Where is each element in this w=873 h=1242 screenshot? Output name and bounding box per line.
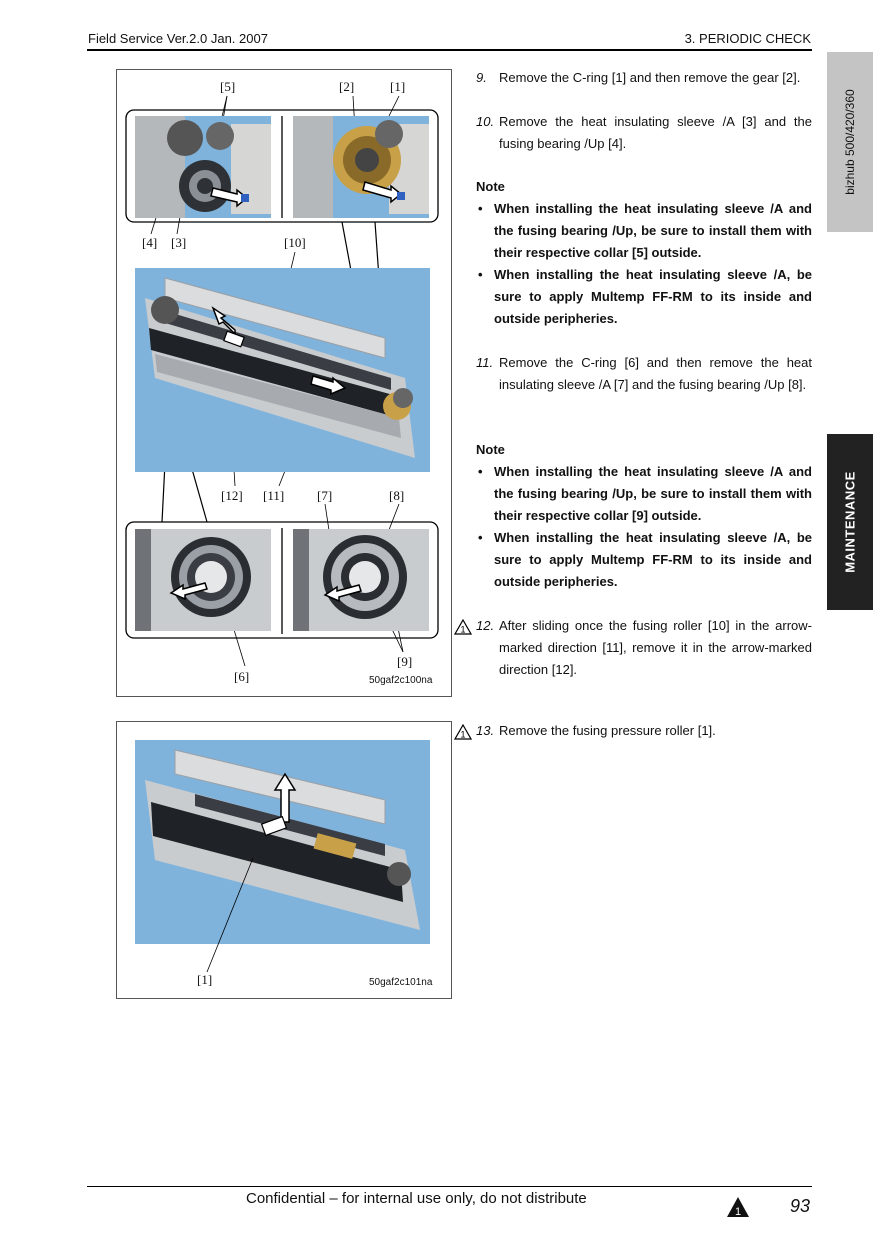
step-10-number: 10. xyxy=(476,114,495,129)
header-title: Field Service Ver.2.0 Jan. 2007 xyxy=(88,31,268,46)
caution-badge-icon xyxy=(726,1196,750,1218)
step-10-text: Remove the heat insulating sleeve /A [3] and the fusing bearing /Up [4]. xyxy=(499,114,812,151)
section-tab xyxy=(827,434,873,610)
caution-badge-number: 1 xyxy=(734,1206,742,1218)
callout-1: [1] xyxy=(197,972,213,987)
note-2-bullet-1-text: When installing the heat insulating sleeve /A and the fusing bearing /Up, be sure to install them with their respective collar [9] outside. xyxy=(494,464,812,523)
note-2-bullet-2-text: When installing the heat insulating sleeve /A, be sure to apply Multemp FF-RM to its inside and outside peripheries. xyxy=(494,530,812,589)
page-number: 93 xyxy=(790,1196,811,1216)
photo-bearing-closeup-left xyxy=(135,529,271,631)
callout-10: [10] xyxy=(284,235,306,250)
photo-gear-closeup-left xyxy=(135,116,271,218)
step-10 xyxy=(476,111,812,155)
model-tab xyxy=(827,52,873,232)
photo-bearing-closeup-right xyxy=(293,529,429,631)
header-rule xyxy=(87,49,812,51)
note-1-bullet-2 xyxy=(478,264,812,330)
note-1-title: Note xyxy=(476,179,505,194)
callout-4: [4] xyxy=(142,235,158,250)
step-9 xyxy=(476,67,812,89)
callout-12: [12] xyxy=(221,488,243,503)
photo-gear-closeup-right xyxy=(293,116,429,218)
callout-1: [1] xyxy=(390,79,406,94)
callout-2: [2] xyxy=(339,79,355,94)
callout-9: [9] xyxy=(397,654,413,669)
warning-icon xyxy=(454,724,472,740)
svg-text:1: 1 xyxy=(460,729,466,740)
footer-rule xyxy=(87,1186,812,1187)
figure-2 xyxy=(116,721,452,999)
svg-text:1: 1 xyxy=(460,624,466,635)
section-tab-label: MAINTENANCE xyxy=(842,471,858,573)
figure-1-id: 50gaf2c100na xyxy=(369,675,433,686)
callout-5: [5] xyxy=(220,79,236,94)
step-12-text: After sliding once the fusing roller [10] in the arrow-marked direction [11], remove it in the arrow-marked direction [12]. xyxy=(499,618,812,677)
bullet-dot: • xyxy=(478,464,483,479)
figure-1 xyxy=(116,69,452,697)
step-13 xyxy=(476,720,812,742)
step-12 xyxy=(476,615,812,681)
bullet-dot: • xyxy=(478,201,483,216)
header-section: 3. PERIODIC CHECK xyxy=(684,31,811,46)
note-1-bullet-1 xyxy=(478,198,812,264)
bullet-dot: • xyxy=(478,530,483,545)
figure-2-id: 50gaf2c101na xyxy=(369,977,433,988)
step-12-number: 12. xyxy=(476,618,495,633)
note-2-bullet-1 xyxy=(478,461,812,527)
note-1-bullet-2-text: When installing the heat insulating sleeve /A, be sure to apply Multemp FF-RM to its inside and outside peripheries. xyxy=(494,267,812,326)
callout-6: [6] xyxy=(234,669,250,684)
figure-2-leaders xyxy=(117,722,451,998)
callout-7: [7] xyxy=(317,488,333,503)
photo-fusing-unit xyxy=(135,268,430,472)
step-11-text: Remove the C-ring [6] and then remove the heat insulating sleeve /A [7] and the fusing bearing /Up [8]. xyxy=(499,355,812,392)
step-13-text: Remove the fusing pressure roller [1]. xyxy=(499,723,716,738)
footer-confidential: Confidential – for internal use only, do not distribute xyxy=(246,1190,587,1207)
step-9-text: Remove the C-ring [1] and then remove the gear [2]. xyxy=(499,70,801,85)
note-2-title: Note xyxy=(476,442,505,457)
warning-icon xyxy=(454,619,472,635)
step-11 xyxy=(476,352,812,396)
callout-3: [3] xyxy=(171,235,187,250)
step-11-number: 11. xyxy=(476,355,494,370)
note-1-bullet-1-text: When installing the heat insulating sleeve /A and the fusing bearing /Up, be sure to install them with their respective collar [5] outside. xyxy=(494,201,812,260)
step-9-number: 9. xyxy=(476,70,487,85)
note-2-bullet-2 xyxy=(478,527,812,593)
callout-8: [8] xyxy=(389,488,405,503)
bullet-dot: • xyxy=(478,267,483,282)
model-tab-label: bizhub 500/420/360 xyxy=(843,89,857,195)
callout-11: [11] xyxy=(263,488,285,503)
step-13-number: 13. xyxy=(476,723,495,738)
